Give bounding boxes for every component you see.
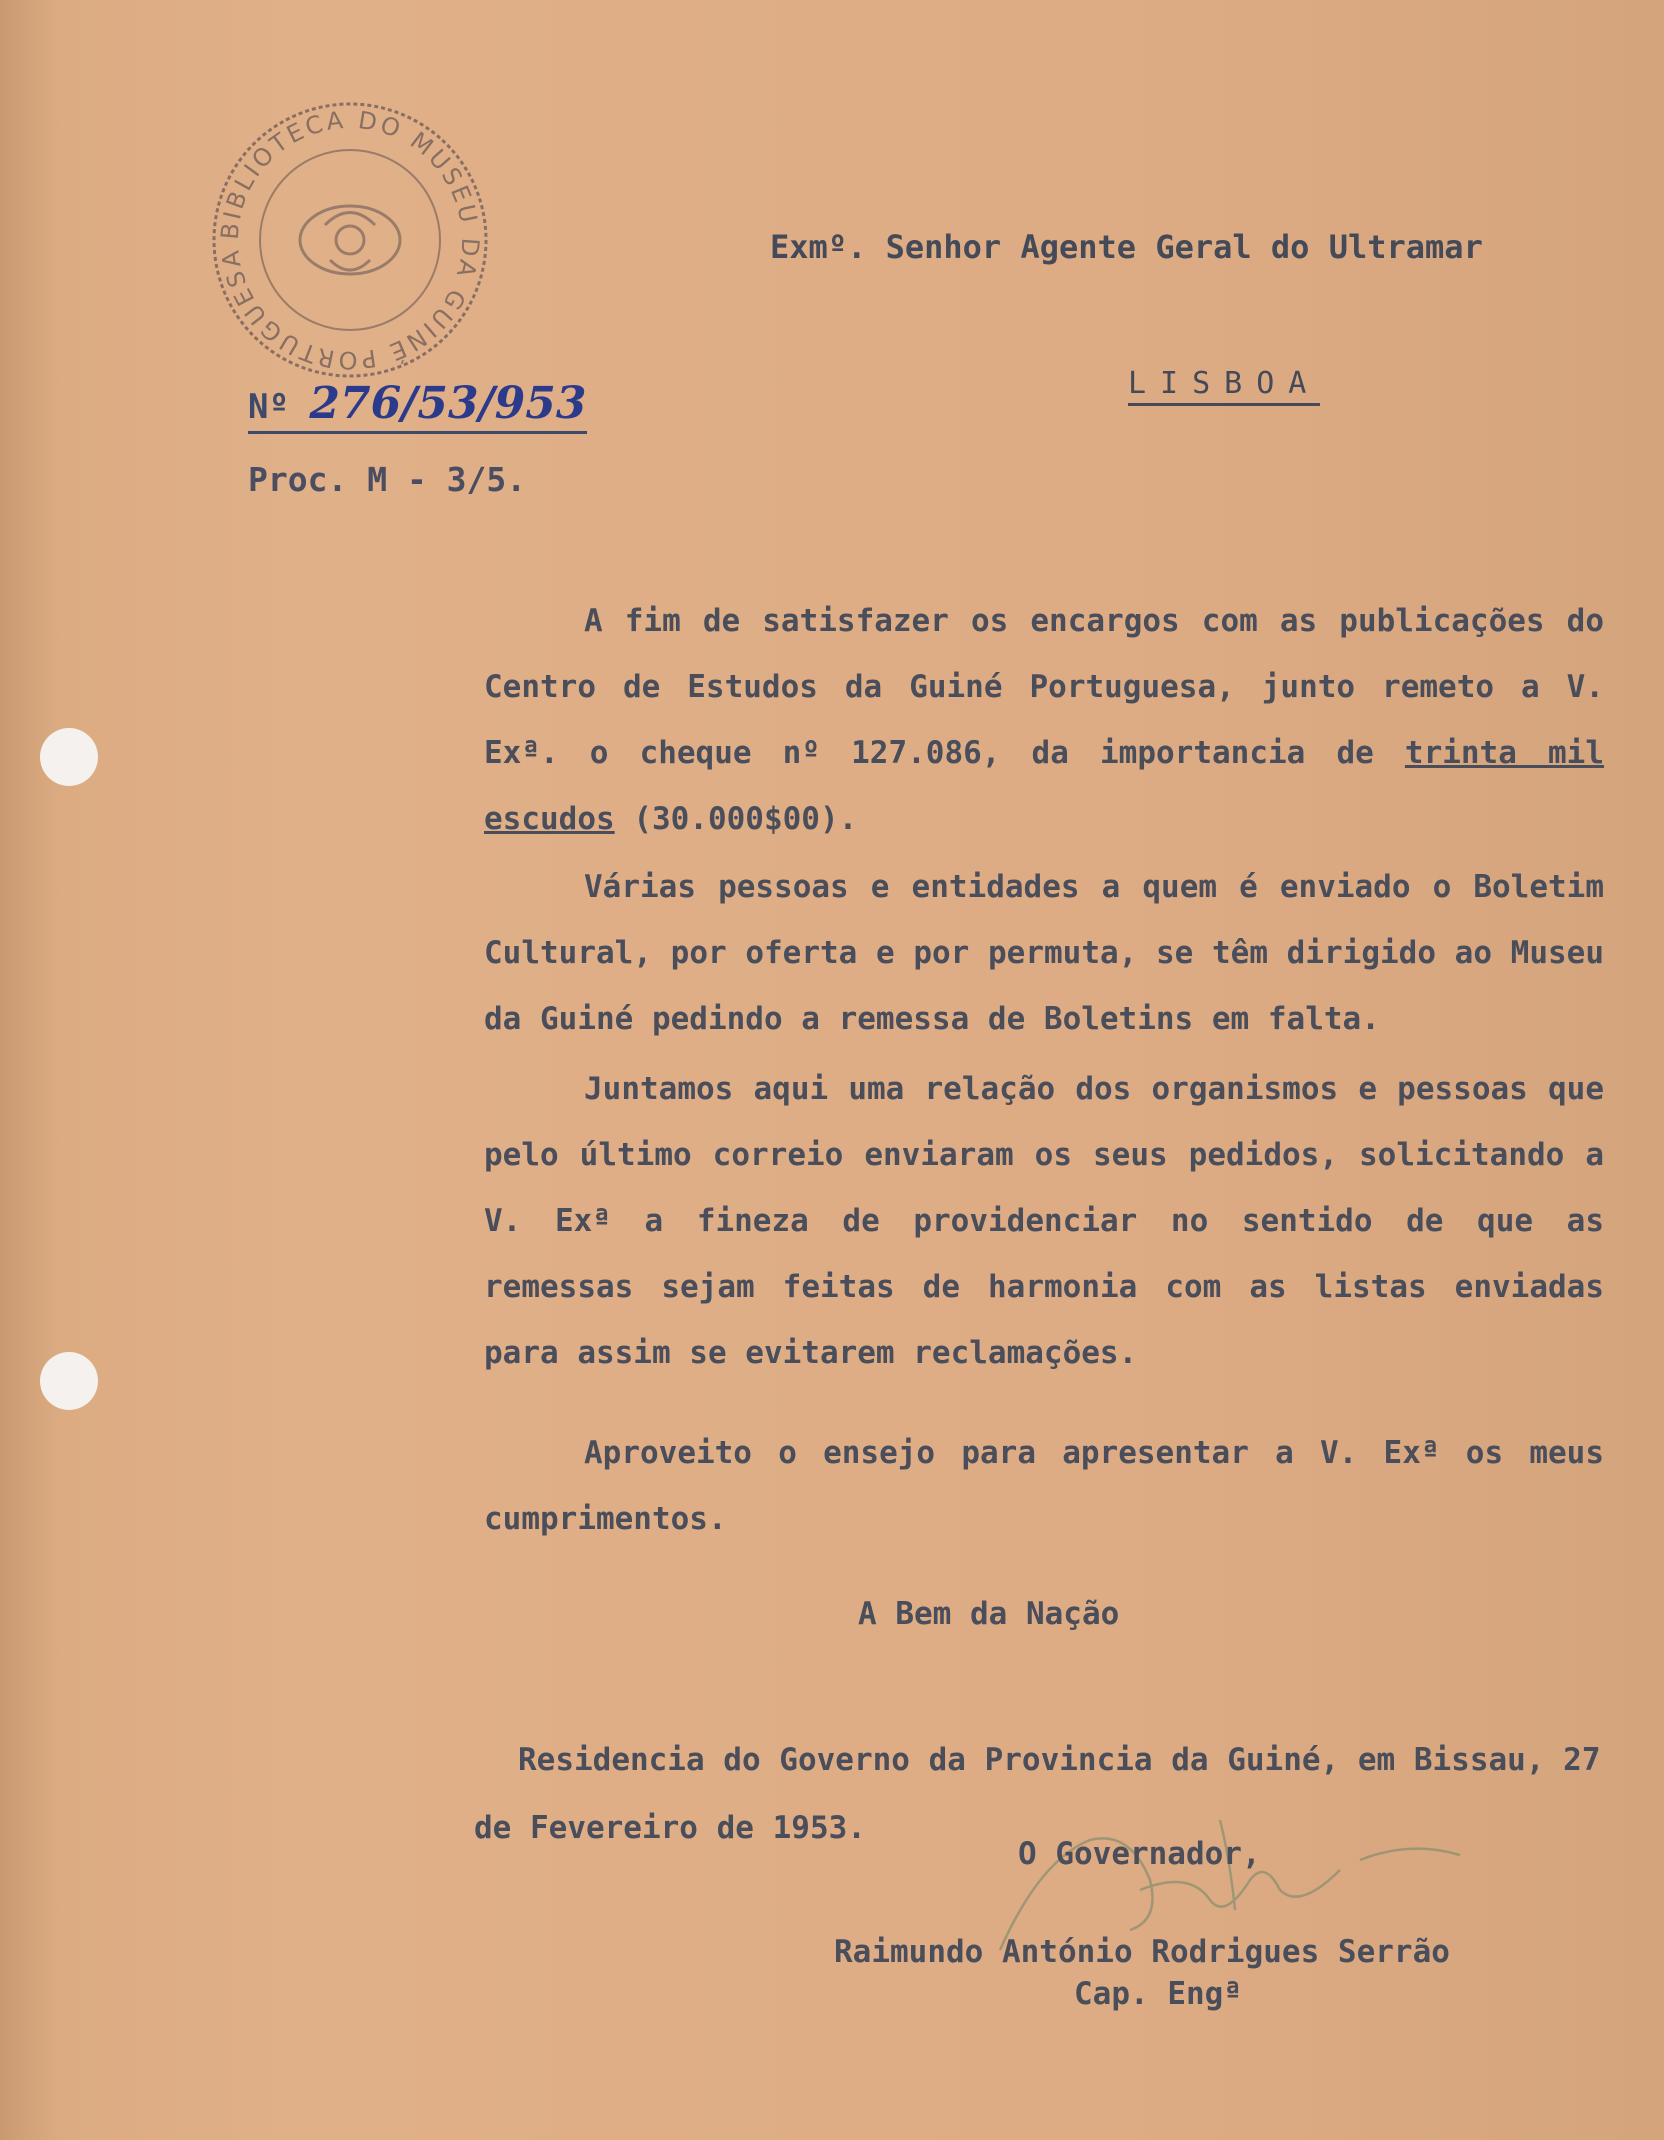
signatory-name: Raimundo António Rodrigues Serrão	[834, 1934, 1450, 1970]
punch-hole-bottom	[40, 1352, 98, 1410]
place-and-date: Residencia do Governo da Provincia da Guiné, em Bissau, 27 de Fevereiro de 1953.	[474, 1742, 1601, 1846]
amount-words: trinta mil escudos	[484, 735, 1605, 837]
paragraph-bulletin-requests: Várias pessoas e entidades a quem é enviado o Boletim Cultural, por oferta e por permuta, se têm dirigido ao Museu da Guiné pedindo a remessa de Boletins em falta.	[484, 869, 1604, 1037]
paragraph-greetings: Aproveito o ensejo para apresentar a V. Exª os meus cumprimentos.	[484, 1435, 1604, 1537]
paragraph-payment	[484, 588, 1604, 852]
coat-of-arms-icon	[300, 206, 400, 274]
reference-suffix: /53/953	[401, 378, 587, 429]
paragraph-payment-text: A fim de satisfazer os encargos com as publicações do Centro de Estudos da Guiné Portuguesa, junto remeto a V. Exª. o cheque nº 127.086, da importancia de	[484, 603, 1604, 771]
reference-number	[248, 378, 587, 434]
closing-formula: A Bem da Nação	[858, 1596, 1120, 1632]
punch-hole-top	[40, 728, 98, 786]
signatory-title: O Governador,	[1018, 1836, 1261, 1872]
paragraph-attached-list: Juntamos aqui uma relação dos organismos e pessoas que pelo último correio enviaram os seus pedidos, solicitando a V. Exª a fineza de providenciar no sentido de que as remessas sejam feitas de harmonia com as listas enviadas para assim se evitarem reclamações.	[484, 1071, 1604, 1371]
addressee-city: LISBOA	[1128, 366, 1320, 406]
signatory-rank: Cap. Engª	[1074, 1976, 1242, 2012]
process-number: Proc. M - 3/5.	[248, 460, 527, 499]
svg-text:BIBLIOTECA DO MUSEU DA GUINÉ P	[216, 106, 485, 374]
stamp-text: BIBLIOTECA DO MUSEU DA GUINÉ PORTUGUESA	[215, 105, 485, 375]
amount-figures: (30.000$00).	[614, 801, 858, 837]
library-stamp	[210, 100, 490, 380]
reference-handwritten-number: 276	[309, 378, 402, 429]
addressee: Exmº. Senhor Agente Geral do Ultramar	[770, 228, 1483, 266]
reference-prefix: Nº	[248, 387, 310, 427]
